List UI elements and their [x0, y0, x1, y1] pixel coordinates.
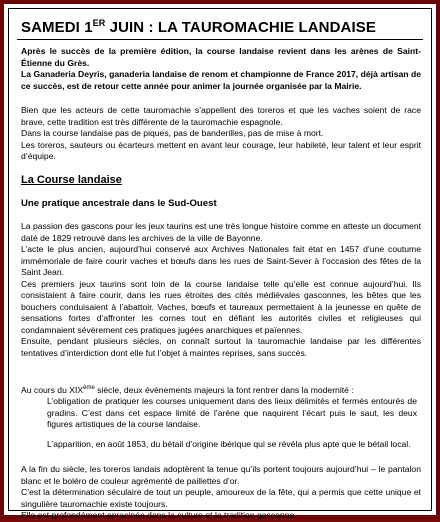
century-text-rest: siècle, deux événements majeurs la font rentrer dans la modernité : [94, 384, 354, 395]
century-superscript: ème [83, 385, 95, 391]
page-title [21, 19, 376, 36]
title-text-rest: JUIN : LA TAUROMACHIE LANDAISE [105, 19, 376, 36]
title-superscript: ER [92, 18, 106, 28]
title-text: SAMEDI 1 [21, 19, 93, 36]
intro-paragraph: La Ganaderia Deyris, ganaderia landaise de renom et championne de France 2017, déjà artisan de ce succès, est de retour cette année pour animer la journée organisée par la Mairie. [21, 69, 421, 91]
description-paragraph: Les toreros, sauteurs ou écarteurs mettent en avant leur courage, leur habileté, leur talent et leur esprit d’équipe. [21, 139, 421, 161]
intro-block [21, 46, 421, 92]
closing-paragraph: A la fin du siècle, les toreros landais adoptèrent la tenue qu’ils portent toujours aujourd’hui – le pantalon blanc et le boléro de couleur agrémenté de paillettes d’or. [21, 464, 421, 486]
history-block [21, 221, 421, 359]
closing-block [21, 464, 421, 522]
quote-paragraph: L’apparition, en août 1853, du bétail d’origine ibérique qui se révéla plus apte que le bétail local. [47, 439, 411, 449]
subsection-heading: Une pratique ancestrale dans le Sud-Ouest [21, 198, 217, 209]
description-paragraph: Bien que les acteurs de cette tauromachie s’appellent des toreros et que les vaches soient de race brave, cette tradition est très différente de la tauromachie espagnole. [21, 105, 421, 127]
history-paragraph: La passion des gascons pour les jeux taurins est une très longue histoire comme en atteste un document daté de 1829 retrouvé dans les archives de la ville de Bayonne. [21, 221, 421, 243]
title-divider [17, 39, 423, 40]
document-border [8, 8, 432, 520]
section-heading: La Course landaise [21, 174, 122, 186]
quote-paragraph: L’obligation de pratiquer les courses uniquement dans des lieux délimités et fermés entourés de gradins. C’est dans cet espace limité de l’arène que naquirent l’écart puis le saut, les deux figures artistiques de la course landaise. [47, 396, 417, 429]
closing-paragraph: Elle est profondément enracinée dans la culture et la tradition gasconne. [21, 510, 297, 520]
century-intro [21, 383, 421, 396]
description-paragraph: Dans la course landaise pas de piques, pas de banderilles, pas de mise à mort. [21, 128, 324, 138]
century-text: Au cours du XIX [21, 384, 84, 395]
intro-paragraph: Après le succès de la première édition, la course landaise revient dans les arènes de Saint-Étienne du Grès. [21, 46, 421, 68]
history-paragraph: Ensuite, pendant plusieurs siècles, on connaît surtout la tauromachie landaise par les différentes tentatives d’interdiction dont elle fut l’objet à maintes reprises, sans succès. [21, 336, 421, 358]
history-paragraph: L’acte le plus ancien, aujourd’hui conservé aux Archives Nationales fait état en 1457 d’une coutume immémoriale de faire courir vaches et bœufs dans les rues de Saint-Sever à l’occasion des fêtes de la Saint Jean. [21, 244, 421, 277]
description-block [21, 105, 421, 163]
history-paragraph: Ces premiers jeux taurins sont loin de la course landaise telle qu’elle est connue aujourd’hui. Ils consistaient à faire courir, dans les rues étroites des cités médiévales gasconnes, les bêtes que les bouchers conduisaient à l’abattoir. Vaches, bœufs et taureaux permettaient à la jeunesse en quête de sensations fortes d’affronter les cornes tout en défiant les autorités civiles et religieuses qui condamnaient sévèrement ces pratiques jugées anarchiques et païennes. [21, 278, 421, 335]
closing-paragraph: C’est la détermination séculaire de tout un peuple, amoureux de la fête, qui a permis que cette unique et singulière tauromachie existe toujours. [21, 487, 421, 509]
